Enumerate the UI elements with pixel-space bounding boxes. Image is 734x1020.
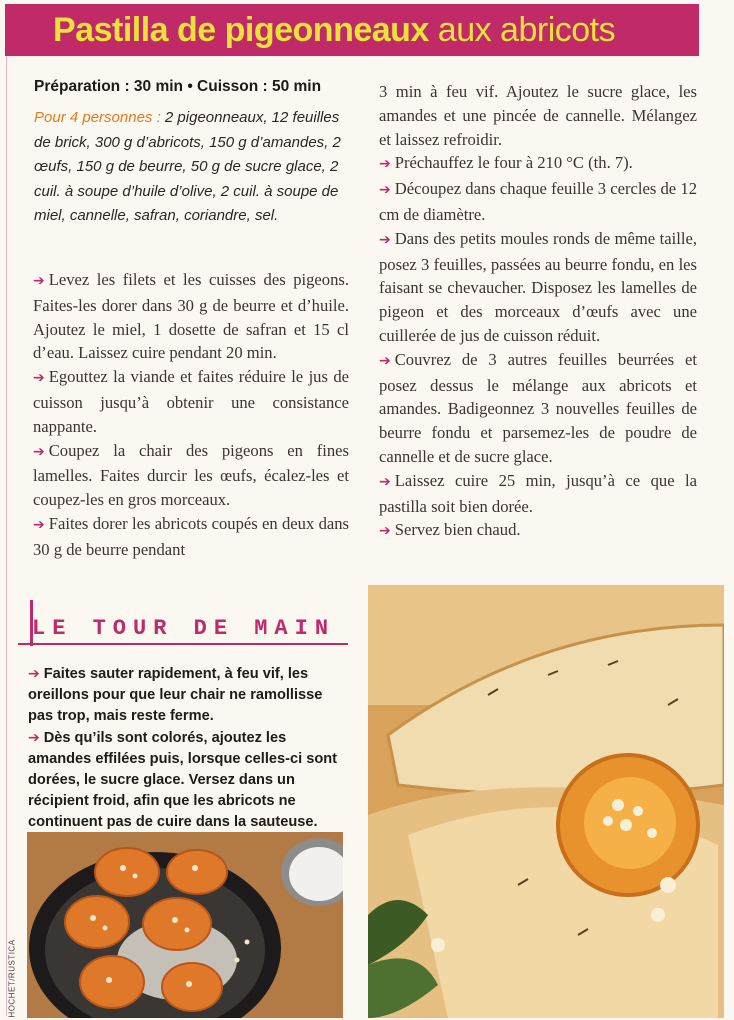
- pan-apricots-photo: [27, 832, 343, 1018]
- arrow-icon: ➔: [33, 516, 45, 533]
- ingredients: [34, 106, 344, 229]
- arrow-icon: ➔: [379, 231, 391, 248]
- arrow-icon: ➔: [33, 273, 45, 289]
- step: ➔ Dans des petits moules ronds de même taille, posez 3 feuilles, passées au beurre fondu, en les faisant se chevaucher. Disposez les lamelles de pigeon et des morceaux d’œufs avec une cuillerée de jus de cuisson réduit.: [379, 228, 697, 345]
- heading-underline: [18, 643, 348, 645]
- arrow-icon: ➔: [379, 156, 391, 173]
- servings-label: Pour 4 personnes :: [34, 109, 165, 126]
- tour-de-main-text: [28, 664, 346, 834]
- step: ➔ Coupez la chair des pigeons en fines lamelles. Faites durcir les œufs, écalez-les et coupez-les en gros morceaux.: [33, 440, 349, 510]
- photo-credit: HOCHET/RUSTICA: [7, 939, 17, 1018]
- pastilla-photo: [368, 585, 724, 1018]
- ingredients-list: 2 pigeonneaux, 12 feuilles de brick, 300 g d’abricots, 150 g d’amandes, 2 œufs, 150 g de beurre, 50 g de sucre glace, 2 cuil. à soupe d’huile d’olive, 2 cuil. à soupe de miel, cannelle, safran, coriandre, sel.: [34, 109, 341, 224]
- arrow-icon: ➔: [33, 370, 45, 387]
- tip: ➔ Dès qu’ils sont colorés, ajoutez les amandes effilées puis, lorsque celles-ci sont dorées, le sucre glace. Versez dans un récipient froid, afin que les abricots ne continuent pas de cuire dans la sauteuse.: [28, 729, 338, 831]
- tour-de-main-heading: [18, 600, 348, 650]
- arrow-icon: ➔: [28, 729, 40, 746]
- step: ➔ Couvrez de 3 autres feuilles beurrées et posez dessus le mélange aux abricots et amandes. Badigeonnez 3 nouvelles feuilles de beurre fondu et parsemez-les de poudre de cannelle et de sucre glace.: [379, 349, 697, 466]
- arrow-icon: ➔: [379, 352, 391, 369]
- step: ➔ Levez les filets et les cuisses des pigeons. Faites-les dorer dans 30 g de beurre et d’huile. Ajoutez le miel, 1 dosette de safran et 15 cl d’eau. Laissez cuire pendant 20 min.: [33, 270, 349, 363]
- arrow-icon: ➔: [379, 523, 391, 540]
- steps-left-column: [33, 268, 349, 562]
- step-continued: 3 min à feu vif. Ajoutez le sucre glace, les amandes et une pincée de cannelle. Mélangez et laissez refroidir.: [379, 82, 697, 149]
- step: ➔ Découpez dans chaque feuille 3 cercles de 12 cm de diamètre.: [379, 179, 697, 224]
- step: ➔ Faites dorer les abricots coupés en deux dans 30 g de beurre pendant: [33, 513, 349, 559]
- step: ➔ Laissez cuire 25 min, jusqu’à ce que la pastilla soit bien dorée.: [379, 470, 697, 516]
- step: ➔ Servez bien chaud.: [379, 520, 521, 540]
- arrow-icon: ➔: [33, 443, 45, 460]
- arrow-icon: ➔: [28, 666, 40, 682]
- arrow-icon: ➔: [379, 473, 391, 490]
- steps-right-column: [379, 80, 697, 544]
- step: ➔ Préchauffez le four à 210 °C (th. 7).: [379, 153, 633, 173]
- pan-apricots-illustration: [27, 832, 343, 1018]
- page-rule: [6, 56, 7, 1016]
- tip: ➔ Faites sauter rapidement, à feu vif, les oreillons pour que leur chair ne ramollisse pas trop, mais reste ferme.: [28, 666, 323, 725]
- pastilla-illustration: [368, 585, 724, 1018]
- step: ➔ Egouttez la viande et faites réduire le jus de cuisson jusqu’à obtenir une consistance nappante.: [33, 367, 349, 436]
- prep-time: Préparation : 30 min • Cuisson : 50 min: [34, 78, 322, 95]
- title-banner: [5, 4, 699, 56]
- tour-title-text: LE TOUR DE MAIN: [32, 616, 336, 641]
- recipe-title: Pastilla de pigeonneaux aux abricots: [53, 11, 616, 49]
- arrow-icon: ➔: [379, 182, 391, 199]
